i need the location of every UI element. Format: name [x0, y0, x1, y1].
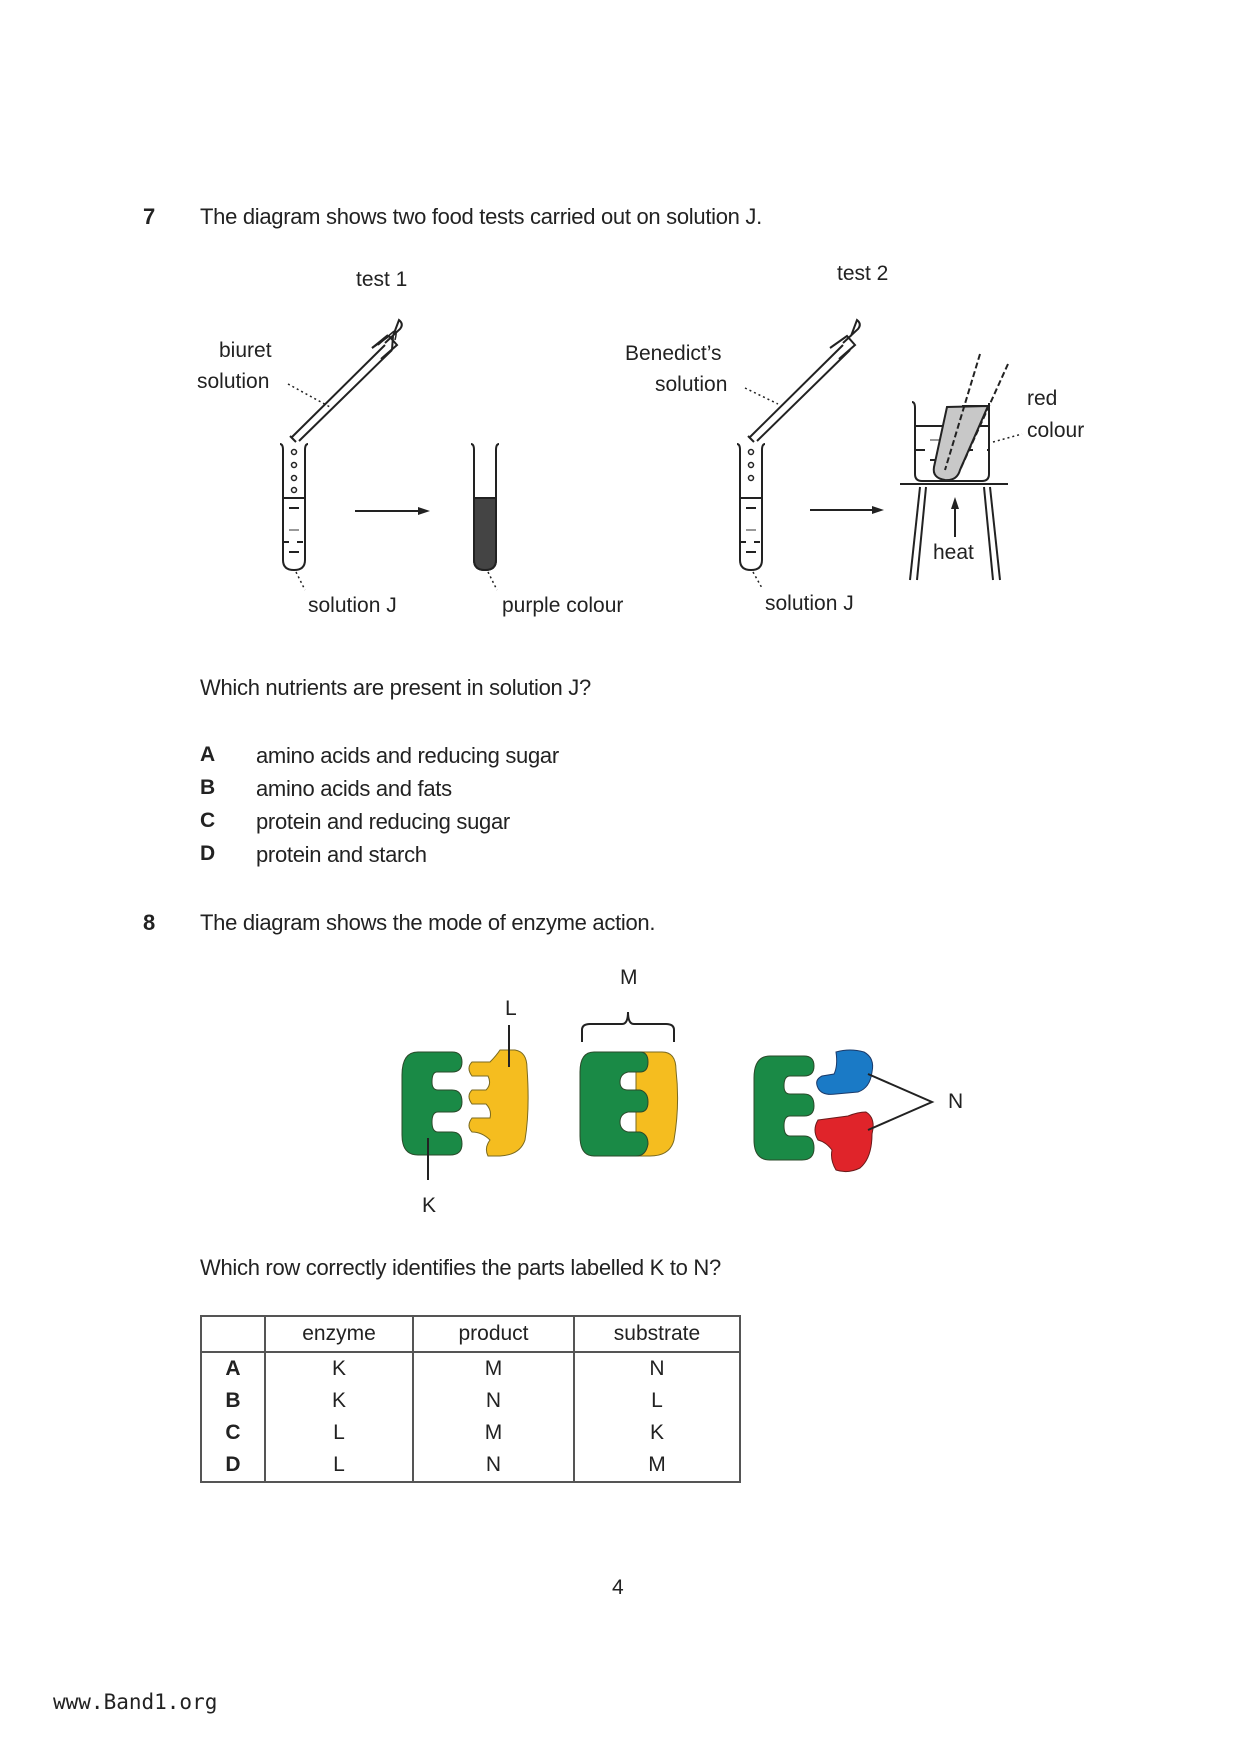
- label-n: N: [948, 1090, 964, 1113]
- test1-title: test 1: [356, 268, 408, 291]
- header-product: product: [413, 1316, 574, 1352]
- option-a-text: amino acids and reducing sugar: [256, 743, 559, 768]
- option-d-letter: D: [200, 842, 216, 865]
- option-d-text: protein and starch: [256, 842, 427, 867]
- question-number-8: 8: [143, 910, 156, 935]
- n-pointer-lines: [868, 1074, 932, 1130]
- product-n-blue: [817, 1050, 873, 1094]
- cell-product: M: [413, 1352, 574, 1385]
- question-number-7: 7: [143, 204, 156, 229]
- header-substrate: substrate: [574, 1316, 740, 1352]
- question-8-prompt: Which row correctly identifies the parts labelled K to N?: [200, 1255, 721, 1280]
- biuret-label-line1: biuret: [219, 339, 272, 362]
- biuret-label-line2: solution: [197, 370, 270, 393]
- cell-substrate: M: [574, 1449, 740, 1482]
- purple-colour-label: purple colour: [502, 594, 624, 617]
- option-b-text: amino acids and fats: [256, 776, 452, 801]
- question-7-prompt: Which nutrients are present in solution J?: [200, 675, 591, 700]
- heat-label: heat: [933, 541, 974, 564]
- cell-product: N: [413, 1449, 574, 1482]
- enzyme-substrate-complex-m: [580, 1052, 678, 1156]
- substrate-l-shape: [469, 1050, 528, 1156]
- table-header-row: [201, 1316, 740, 1352]
- brace-m: [582, 1012, 674, 1042]
- table-row: [201, 1449, 740, 1482]
- label-m: M: [620, 966, 638, 989]
- question-8-stem: The diagram shows the mode of enzyme action.: [200, 910, 656, 935]
- option-b-letter: B: [200, 776, 216, 799]
- cell-enzyme: L: [265, 1449, 413, 1482]
- enzyme-shape-2: [754, 1056, 814, 1160]
- row-letter: A: [201, 1352, 265, 1385]
- cell-product: N: [413, 1385, 574, 1417]
- red-colour-label-line1: red: [1027, 387, 1058, 410]
- solution-j-label-2: solution J: [765, 592, 854, 615]
- cell-product: M: [413, 1417, 574, 1449]
- cell-enzyme: L: [265, 1417, 413, 1449]
- red-colour-label-line2: colour: [1027, 419, 1085, 442]
- option-c-letter: C: [200, 809, 216, 832]
- page-number: 4: [612, 1576, 624, 1599]
- header-enzyme: enzyme: [265, 1316, 413, 1352]
- table-row: [201, 1417, 740, 1449]
- label-k: K: [422, 1194, 437, 1217]
- test2-title: test 2: [837, 262, 889, 285]
- cell-enzyme: K: [265, 1385, 413, 1417]
- table-row: [201, 1352, 740, 1385]
- enzyme-k-shape: [402, 1052, 462, 1155]
- benedict-label-line1: Benedict’s: [625, 342, 722, 365]
- option-c-text: protein and reducing sugar: [256, 809, 510, 834]
- cell-substrate: N: [574, 1352, 740, 1385]
- product-n-red: [815, 1112, 873, 1172]
- row-letter: D: [201, 1449, 265, 1482]
- table-row: [201, 1385, 740, 1417]
- cell-substrate: K: [574, 1417, 740, 1449]
- answer-table: [200, 1315, 741, 1483]
- footer-website: www.Band1.org: [53, 1690, 218, 1714]
- cell-substrate: L: [574, 1385, 740, 1417]
- solution-j-label-1: solution J: [308, 594, 397, 617]
- label-l: L: [505, 997, 517, 1020]
- header-blank: [201, 1316, 265, 1352]
- benedict-label-line2: solution: [655, 373, 728, 396]
- question-7-stem: The diagram shows two food tests carried out on solution J.: [200, 204, 762, 229]
- row-letter: C: [201, 1417, 265, 1449]
- row-letter: B: [201, 1385, 265, 1417]
- option-a-letter: A: [200, 743, 216, 766]
- cell-enzyme: K: [265, 1352, 413, 1385]
